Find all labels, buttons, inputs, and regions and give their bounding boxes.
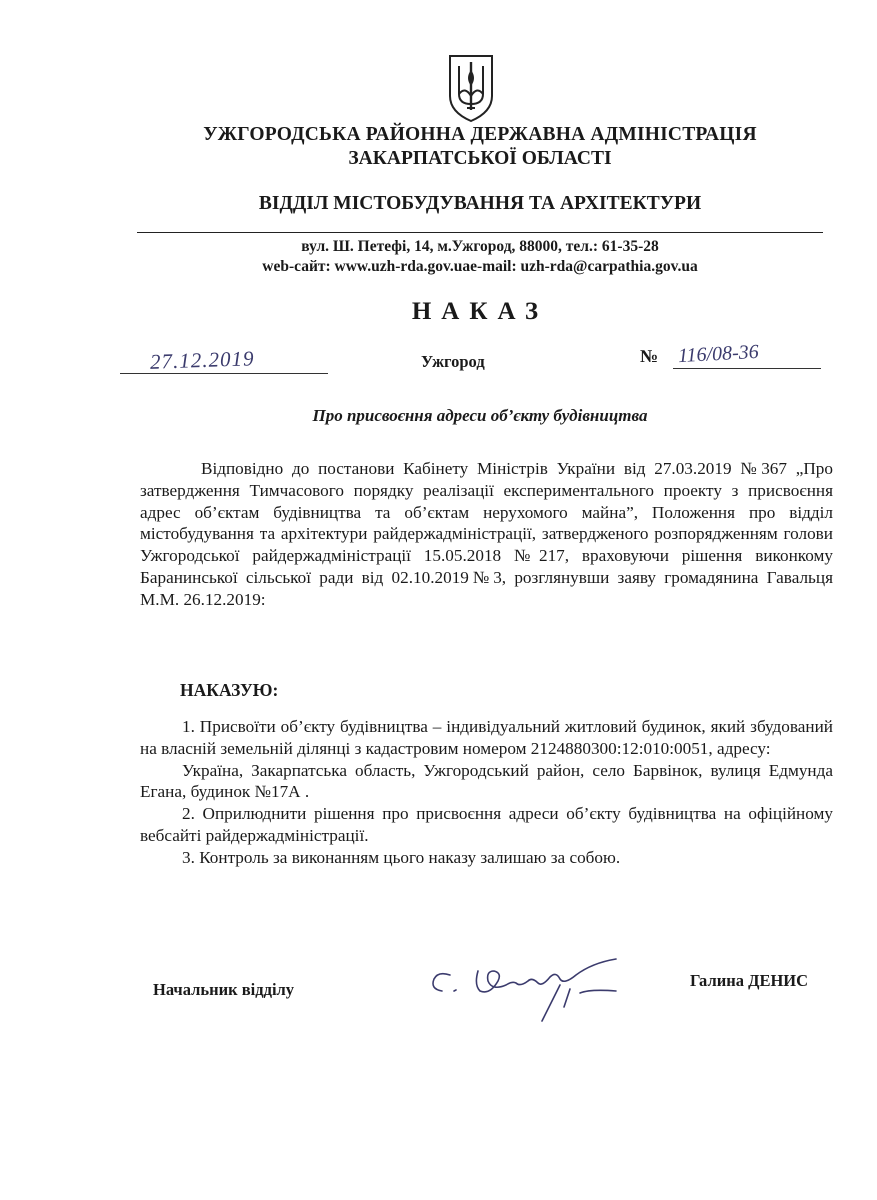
- order-number-label: №: [640, 346, 659, 366]
- order-item-2: 2. Оприлюднити рішення про присвоєння адреси об’єкту будівництва на офіційному вебсайті райдержадміністрації.: [140, 804, 833, 845]
- header-divider: [137, 232, 823, 233]
- organization-name-line1: УЖГОРОДСЬКА РАЙОННА ДЕРЖАВНА АДМІНІСТРАЦІЯ: [203, 124, 757, 145]
- decree-word: НАКАЗУЮ:: [180, 680, 279, 700]
- department-name: ВІДДІЛ МІСТОБУДУВАННЯ ТА АРХІТЕКТУРИ: [258, 193, 702, 214]
- order-item-1: 1. Присвоїти об’єкту будівництва – індивідуальний житловий будинок, який збудований на власній земельній ділянці з кадастровим номером 2124880300:12:010:0051, адресу:: [140, 717, 833, 758]
- order-item-3: 3. Контроль за виконанням цього наказу залишаю за собою.: [182, 847, 621, 867]
- order-city: Ужгород: [421, 352, 485, 371]
- order-item-1-address: Україна, Закарпатська область, Ужгородський район, село Барвінок, вулиця Едмунда Егана, будинок №17А .: [140, 760, 833, 802]
- number-underline: [673, 368, 821, 369]
- order-date-handwritten: 27.12.2019: [149, 346, 255, 374]
- signatory-name: Галина ДЕНИС: [690, 971, 809, 990]
- order-subject: Про присвоєння адреси об’єкту будівництва: [312, 406, 648, 425]
- order-preamble: [140, 458, 833, 611]
- trident-coat-of-arms-icon: [446, 52, 496, 124]
- handwritten-signature: [420, 945, 660, 1025]
- signatory-position: Начальник відділу: [153, 980, 295, 999]
- organization-name-line2: ЗАКАРПАТСЬКОЇ ОБЛАСТІ: [348, 148, 612, 169]
- order-number-handwritten: 116/08-36: [677, 340, 760, 368]
- date-underline: [120, 373, 328, 374]
- contact-address: вул. Ш. Петефі, 14, м.Ужгород, 88000, тел.: 61-35-28: [301, 238, 659, 255]
- preamble-paragraph: Відповідно до постанови Кабінету Міністрів України від 27.03.2019 №367 „Про затвердження Тимчасового порядку реалізації експериментального проекту з присвоєння адрес об’єктам будівництва та об’єктам нерухомого майна”, Положення про відділ містобудування та архітектури райдержадміністрації, затвердженого розпорядженням голови Ужгородської райдержадміністрації 15.05.2018 №217, враховуючи рішення виконкому Баранинської сільської ради від 02.10.2019№3, розглянувши заяву громадянина Гавальця М.М. 26.12.2019:: [140, 459, 833, 609]
- order-title: НАКАЗ: [411, 298, 549, 325]
- contact-web-email: web-сайт: www.uzh-rda.gov.uae-mail: uzh-rda@carpathia.gov.ua: [262, 258, 698, 275]
- order-items: [140, 716, 833, 869]
